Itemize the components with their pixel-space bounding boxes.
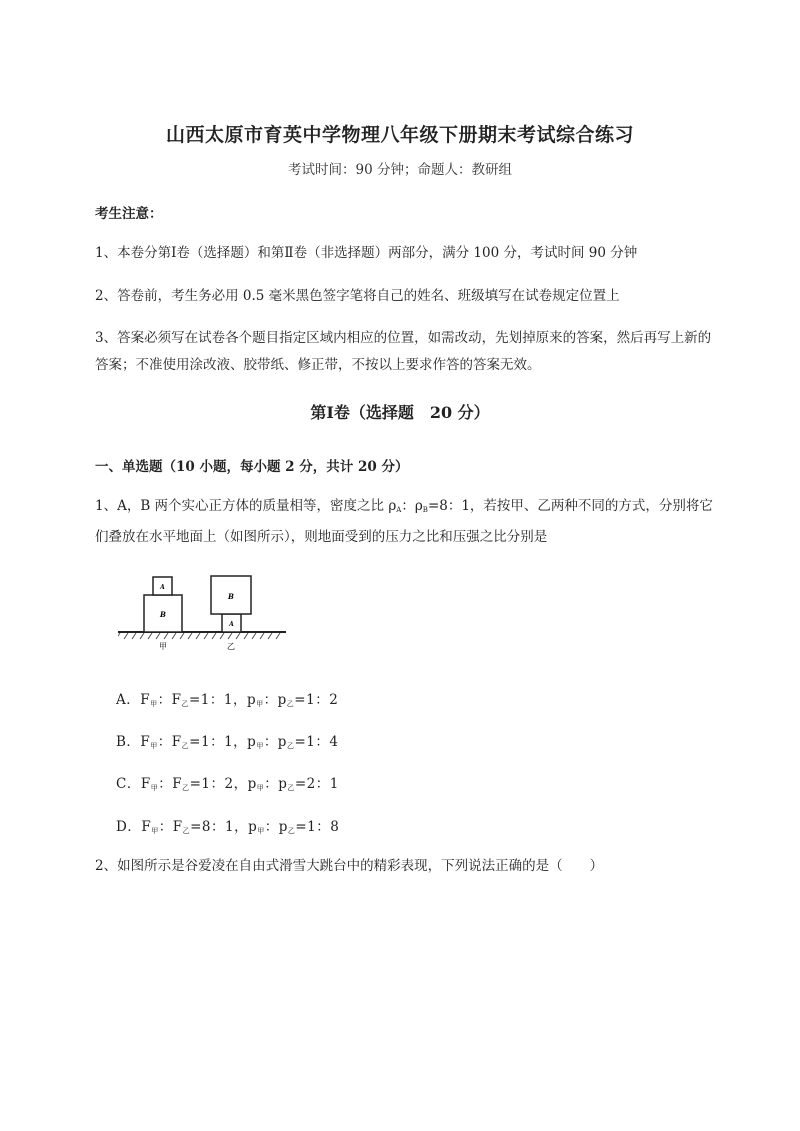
option-d[interactable]: D．$F_甲$：$F_乙=8$：1，$p_甲$：$p_乙=1$：8 bbox=[116, 819, 340, 835]
option-c[interactable]: C．$F_甲$：$F_乙=1$：2，$p_甲$：$p_乙=2$：1 bbox=[116, 776, 339, 792]
yi-block-b-label: B bbox=[228, 592, 234, 601]
yi-block-a-label: A bbox=[229, 621, 234, 628]
option-b[interactable]: B．$F_甲$：$F_乙=1$：1，$p_甲$：$p_乙=1$：4 bbox=[116, 734, 339, 750]
option-a[interactable]: A．$F_甲$：$F_乙=1$：1，$p_甲$：$p_乙=1$：2 bbox=[116, 692, 339, 708]
jia-block-b-label: B bbox=[160, 610, 166, 619]
question-type-heading: 一、单选题（10 小题，每小题 2 分，共计 20 分） bbox=[95, 459, 409, 475]
notice-item-1: 1、本卷分第Ⅰ卷（选择题）和第Ⅱ卷（非选择题）两部分，满分 100 分，考试时间 90 分钟 bbox=[95, 245, 638, 261]
notice-item-2: 2、答卷前，考生务必用 0.5 毫米黑色签字笔将自己的姓名、班级填写在试卷规定位置上 bbox=[95, 288, 620, 304]
figure-label-yi: 乙 bbox=[227, 642, 235, 651]
page-title: 山西太原市育英中学物理八年级下册期末考试综合练习 bbox=[165, 124, 634, 146]
question-1-text: 1、A，B 两个实心正方体的质量相等，密度之比 $\rho_A$：$\rho_B=8$：1，若按甲、乙两种不同的方式，分别将它们叠放在水平地面上（如图所示），则地面受到的压力之比和压强之比分别是 bbox=[95, 498, 713, 545]
question-1-figure bbox=[118, 572, 288, 652]
page-subtitle: 考试时间：90 分钟；命题人：教研组 bbox=[288, 162, 512, 178]
question-2-text: 2、如图所示是谷爱凌在自由式滑雪大跳台中的精彩表现，下列说法正确的是（ ） bbox=[95, 858, 604, 874]
jia-block-a-label: A bbox=[160, 584, 165, 591]
notice-item-3: 3、答案必须写在试卷各个题目指定区域内相应的位置，如需改动，先划掉原来的答案，然后再写上新的答案；不准使用涂改液、胶带纸、修正带，不按以上要求作答的答案无效。 bbox=[95, 330, 712, 373]
figure-label-jia: 甲 bbox=[159, 642, 167, 651]
ground-hatching bbox=[118, 633, 280, 639]
section-title: 第Ⅰ卷（选择题 20 分） bbox=[310, 403, 490, 422]
notice-heading: 考生注意： bbox=[95, 206, 163, 222]
